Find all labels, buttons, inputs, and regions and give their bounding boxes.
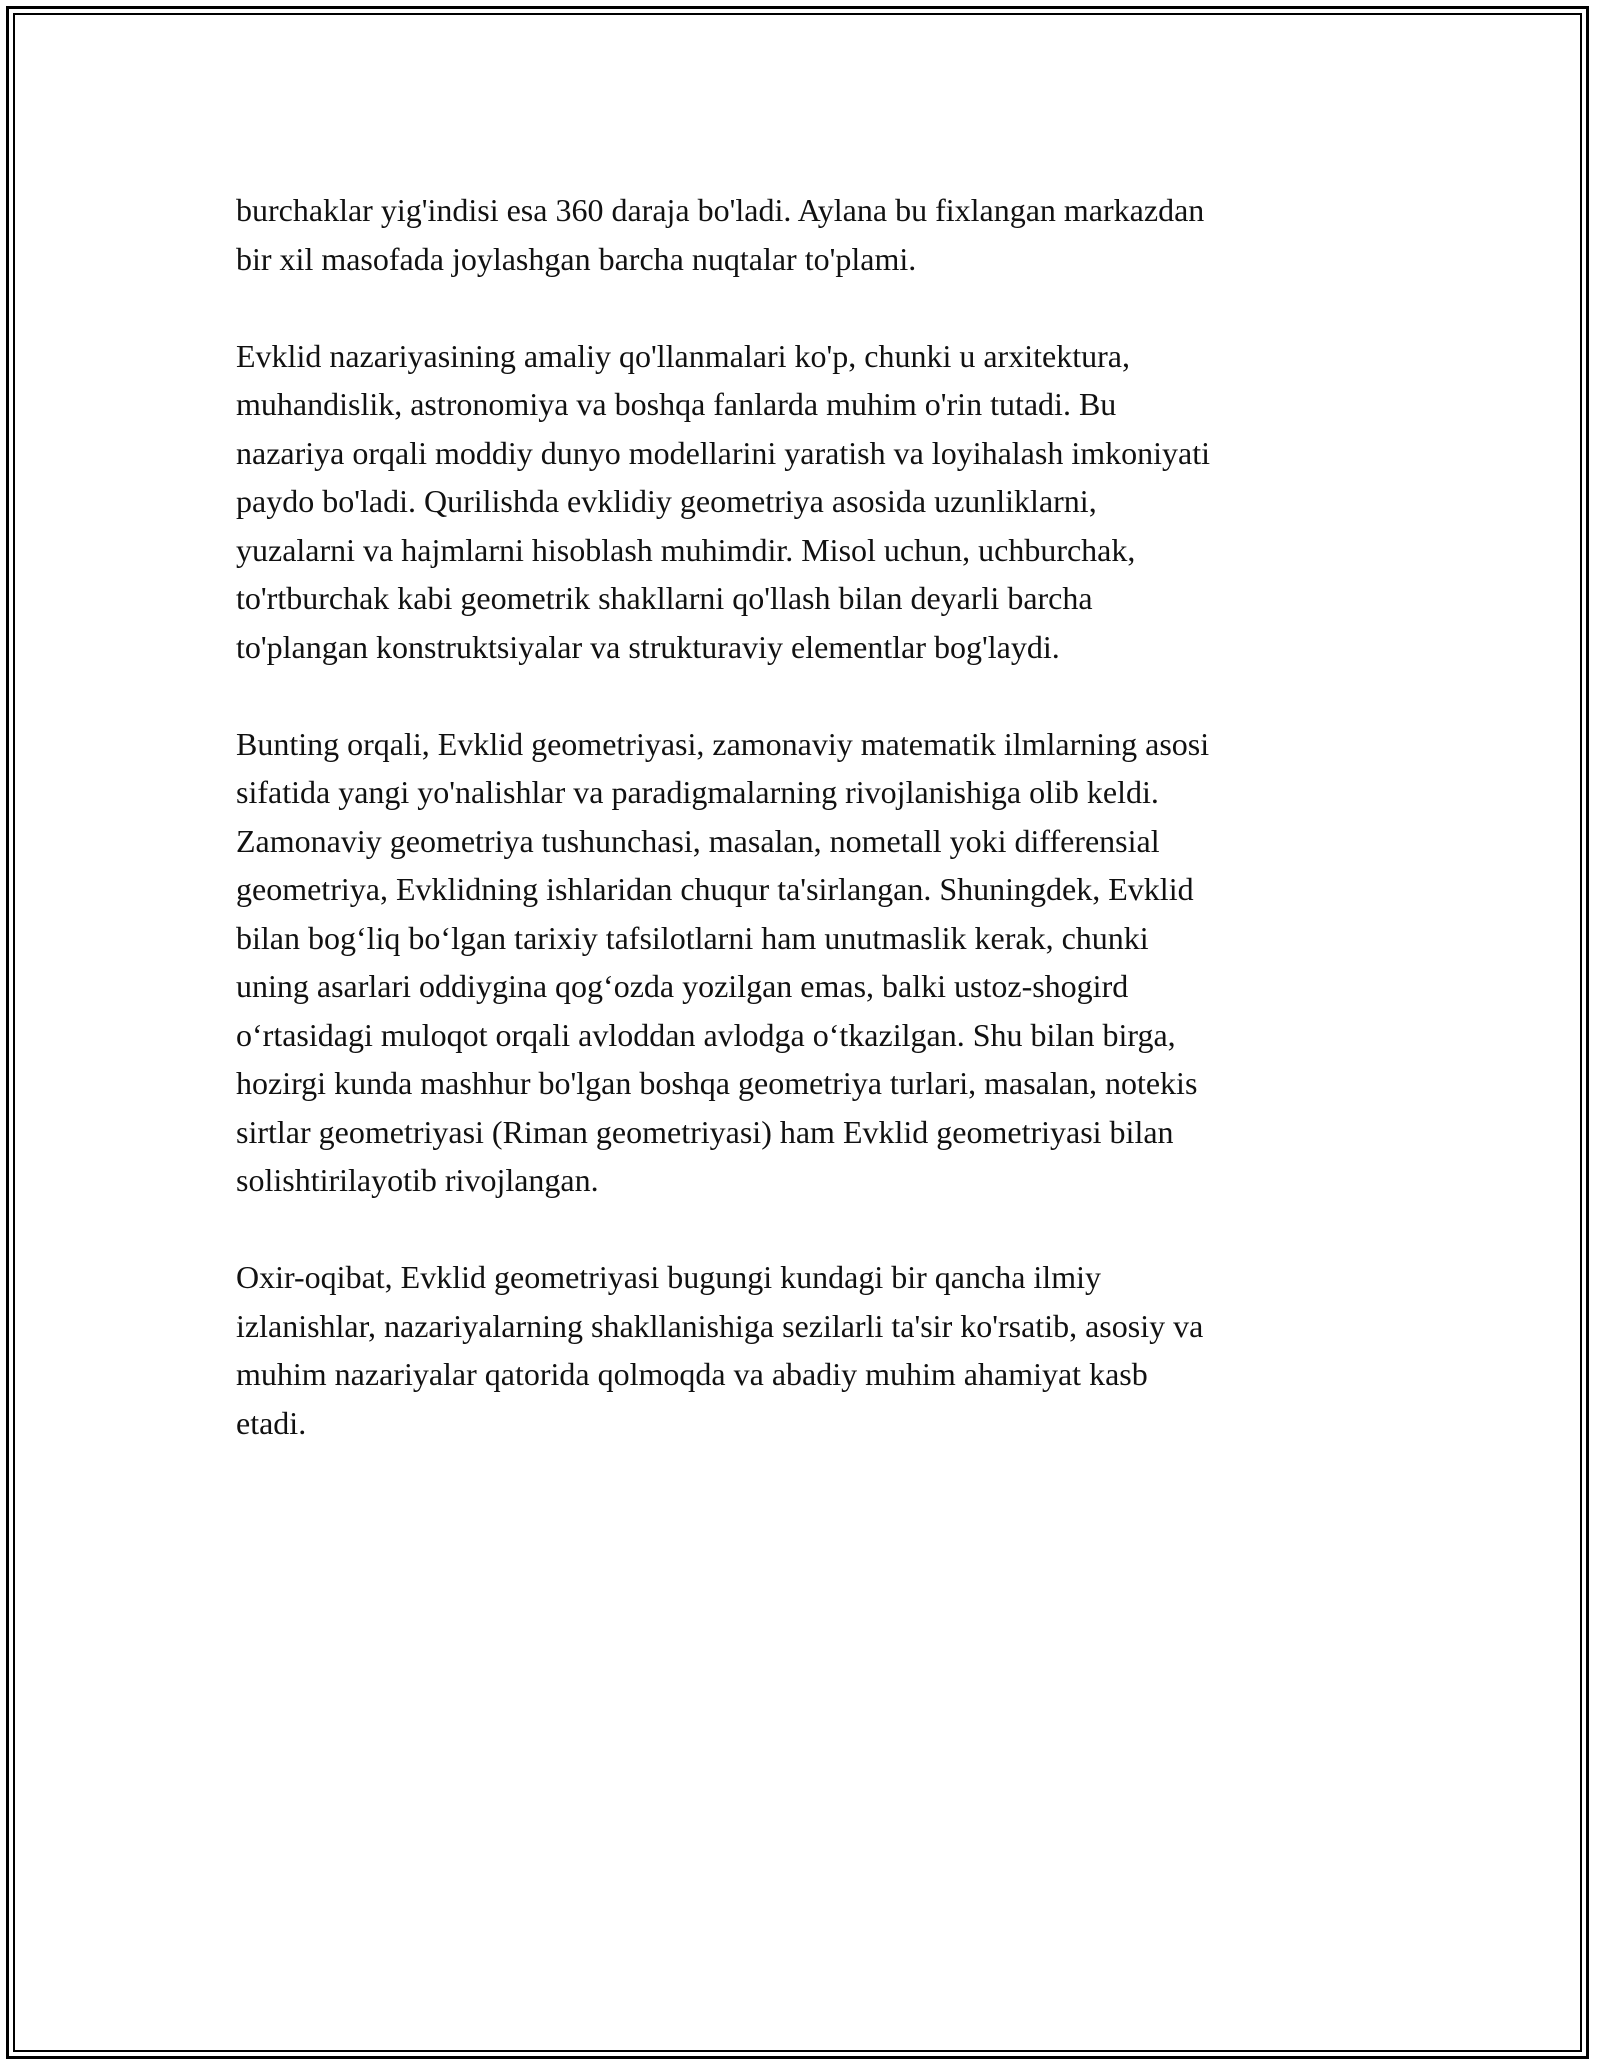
text-line: Zamonaviy geometriya tushunchasi, masalan, nometall yoki differensial [236, 822, 1160, 859]
text-line: sifatida yangi yo'nalishlar va paradigmalarning rivojlanishiga olib keldi. [236, 774, 1159, 810]
paragraph-4 [236, 1253, 1366, 1447]
paragraph-1 [236, 186, 1366, 283]
text-line: Evklid nazariyasining amaliy qo'llanmalari ko'p, chunki u arxitektura, [236, 337, 1130, 374]
document-body [236, 186, 1366, 1496]
text-line: uning asarlari oddiygina qog‘ozda yozilgan emas, balki ustoz-shogird [236, 968, 1129, 1004]
text-line: muhandislik, astronomiya va boshqa fanlarda muhim o'rin tutadi. Bu [236, 386, 1117, 422]
text-line: hozirgi kunda mashhur bo'lgan boshqa geometriya turlari, masalan, notekis [236, 1065, 1198, 1101]
text-line: solishtirilayotib rivojlangan. [236, 1162, 599, 1198]
text-line: yuzalarni va hajmlarni hisoblash muhimdir. Misol uchun, uchburchak, [236, 531, 1136, 568]
text-line: izlanishlar, nazariyalarning shakllanishiga sezilarli ta'sir ko'rsatib, asosiy va [236, 1307, 1204, 1344]
text-line: muhim nazariyalar qatorida qolmoqda va abadiy muhim ahamiyat kasb [236, 1356, 1148, 1392]
text-line: bir xil masofada joylashgan barcha nuqtalar to'plami. [236, 240, 917, 277]
text-line: Bunting orqali, Evklid geometriyasi, zamonaviy matematik ilmlarning asosi [236, 725, 1210, 762]
text-line: nazariya orqali moddiy dunyo modellarini yaratish va loyihalash imkoniyati [236, 434, 1210, 471]
text-line: Oxir-oqibat, Evklid geometriyasi bugungi kundagi bir qancha ilmiy [236, 1259, 1101, 1295]
paragraph-3 [236, 720, 1366, 1205]
text-line: burchaklar yig'indisi esa 360 daraja bo'ladi. Aylana bu fixlangan markazdan [236, 192, 1205, 228]
text-line: paydo bo'ladi. Qurilishda evklidiy geometriya asosida uzunliklarni, [236, 483, 1097, 519]
text-line: bilan bog‘liq bo‘lgan tarixiy tafsilotlarni ham unutmaslik kerak, chunki [236, 919, 1149, 956]
paragraph-2 [236, 332, 1366, 672]
text-line: geometriya, Evklidning ishlaridan chuqur ta'sirlangan. Shuningdek, Evklid [236, 871, 1194, 907]
text-line: to'plangan konstruktsiyalar va strukturaviy elementlar bog'laydi. [236, 628, 1060, 665]
text-line: etadi. [236, 1404, 307, 1441]
text-line: o‘rtasidagi muloqot orqali avloddan avlodga o‘tkazilgan. Shu bilan birga, [236, 1016, 1176, 1053]
text-line: to'rtburchak kabi geometrik shakllarni qo'llash bilan deyarli barcha [236, 580, 1093, 616]
text-line: sirtlar geometriyasi (Riman geometriyasi) ham Evklid geometriyasi bilan [236, 1113, 1174, 1150]
